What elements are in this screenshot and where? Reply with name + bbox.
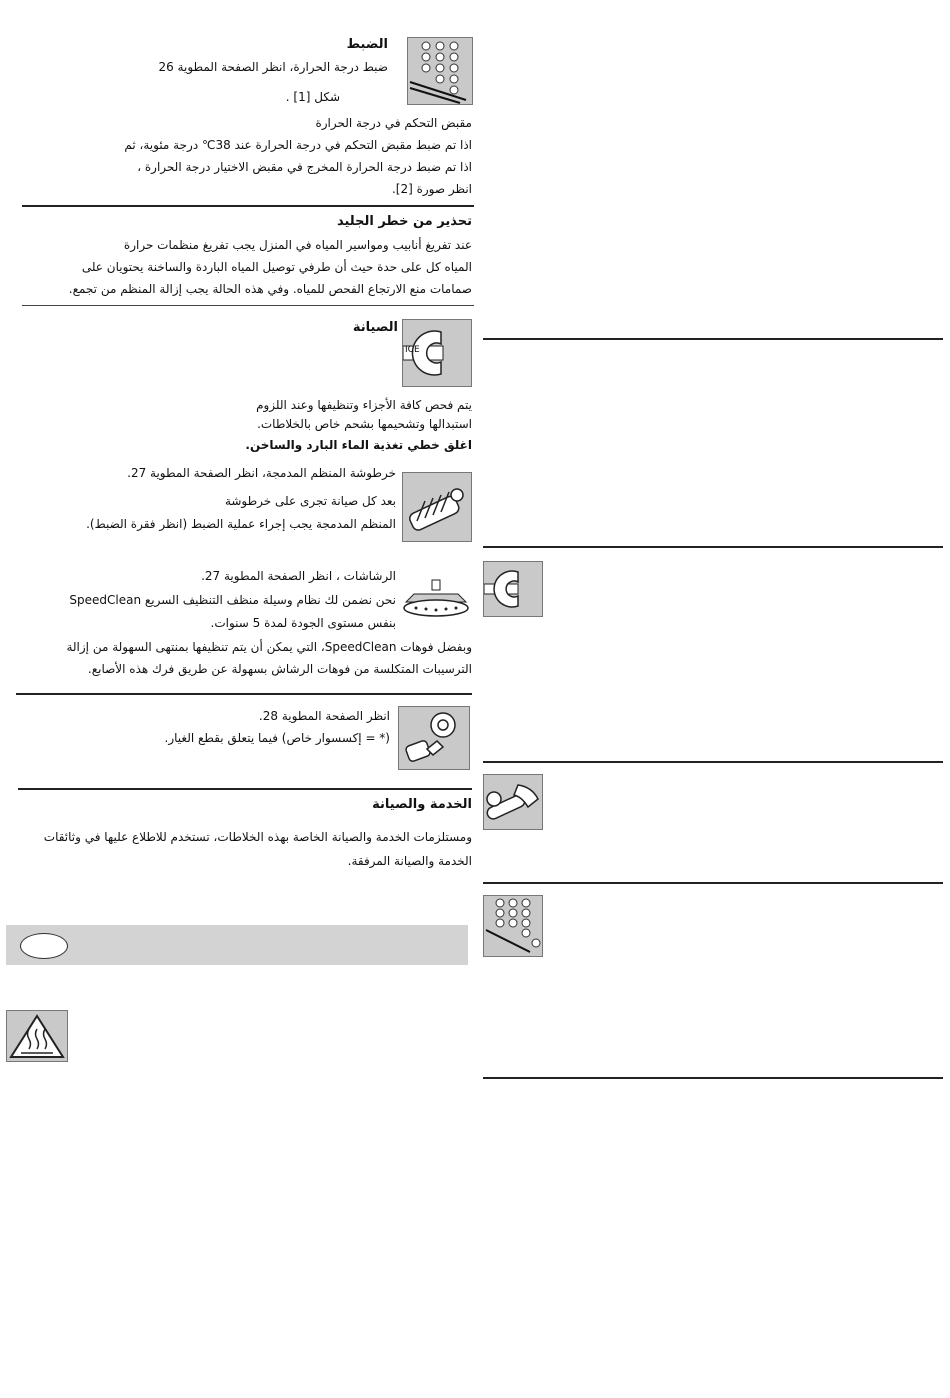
cartridge-body-2: المنظم المدمجة يجب إجراء عملية الضبط (انظر فقرة الضبط). — [86, 517, 396, 531]
nozzles-body-2: الترسيبات المتكلسة من فوهات الرشاش بسهولة عن طريق فرك هذه الأصابع. — [87, 662, 472, 676]
frost-title: تحذير من خطر الجليد — [336, 214, 472, 229]
care-body-2: الخدمة والصيانة المرفقة. — [347, 854, 472, 868]
cartridge-icon — [402, 472, 472, 542]
cleaning-hand-icon — [483, 774, 543, 830]
language-bar — [6, 925, 468, 965]
maintenance-title: الصيانة — [352, 320, 398, 335]
divider — [22, 205, 474, 207]
language-badge — [20, 933, 68, 959]
divider — [483, 882, 943, 884]
adjustment-body-1: اذا تم ضبط مقبض التحكم في درجة الحرارة عند 38℃ درجة مئوية، ثم — [124, 138, 472, 152]
nozzles-line3: بنفس مستوى الجودة لمدة 5 سنوات. — [210, 616, 396, 630]
care-body-1: ومستلزمات الخدمة والصيانة الخاصة بهذه الخلاطات، تستخدم للاطلاع عليها في وثائقات — [43, 830, 472, 844]
frost-body-3: صمامات منع الارتجاع الفحص للمياه. وفي هذه الحالة يجب إزالة المنظم من تجمع. — [68, 282, 472, 296]
parts-line2: (* = إكسسوار خاص) فيما يتعلق بقطع الغيار. — [164, 731, 390, 745]
nozzles-line2: نحن نضمن لك نظام وسيلة منظف التنظيف السريع SpeedClean — [69, 593, 396, 607]
divider — [483, 761, 943, 763]
adjustment-subtitle: مقبض التحكم في درجة الحرارة — [315, 116, 472, 130]
adjustment-line2: شكل [1] . — [285, 90, 340, 104]
maintenance-icon-label: ICE — [405, 345, 420, 355]
divider — [16, 693, 472, 695]
parts-line1: انظر الصفحة المطوية 28. — [258, 709, 390, 723]
wrench-icon — [483, 561, 543, 617]
thermostat-dial-icon — [407, 37, 473, 105]
divider — [483, 338, 943, 340]
divider — [18, 788, 472, 790]
nozzles-body-1: وبفضل فوهات SpeedClean، التي يمكن أن يتم تنظيفها بمنتهى السهولة من إزالة — [66, 640, 472, 654]
spare-parts-icon — [398, 706, 470, 770]
adjustment-line1: ضبط درجة الحرارة، انظر الصفحة المطوية 26 — [158, 60, 388, 74]
cartridge-body-1: بعد كل صيانة تجرى على خرطوشة — [224, 494, 396, 508]
adjustment-title: الضبط — [346, 37, 388, 52]
showerhead-icon — [402, 578, 470, 628]
adjustment-body-3: انظر صورة [2]. — [391, 182, 472, 196]
care-title: الخدمة والصيانة — [372, 797, 472, 812]
nozzles-line1: الرشاشات ، انظر الصفحة المطوية 27. — [201, 569, 396, 583]
maintenance-body-1: يتم فحص كافة الأجزاء وتنظيفها وعند اللزوم — [256, 398, 472, 412]
cartridge-line1: خرطوشة المنظم المدمجة، انظر الصفحة المطوية 27. — [127, 466, 396, 480]
maintenance-body-3: اغلق خطي تغذية الماء البارد والساخن. — [245, 438, 472, 452]
divider — [483, 546, 943, 548]
thermostat-dial-icon — [483, 895, 543, 957]
hot-surface-warning-icon — [6, 1010, 68, 1062]
frost-body-1: عند تفريغ أنابيب ومواسير المياه في المنزل يجب تفريغ منظمات حرارة — [123, 238, 472, 252]
maintenance-body-2: استبدالها وتشحيمها بشحم خاص بالخلاطات. — [257, 417, 472, 431]
divider — [483, 1077, 943, 1079]
divider — [22, 305, 474, 306]
frost-body-2: المياه كل على حدة حيث أن طرفي توصيل المياه الباردة والساخنة يحتويان على — [81, 260, 472, 274]
adjustment-body-2: اذا تم ضبط درجة الحرارة المخرج في مقبض الاختيار درجة الحرارة ، — [137, 160, 472, 174]
